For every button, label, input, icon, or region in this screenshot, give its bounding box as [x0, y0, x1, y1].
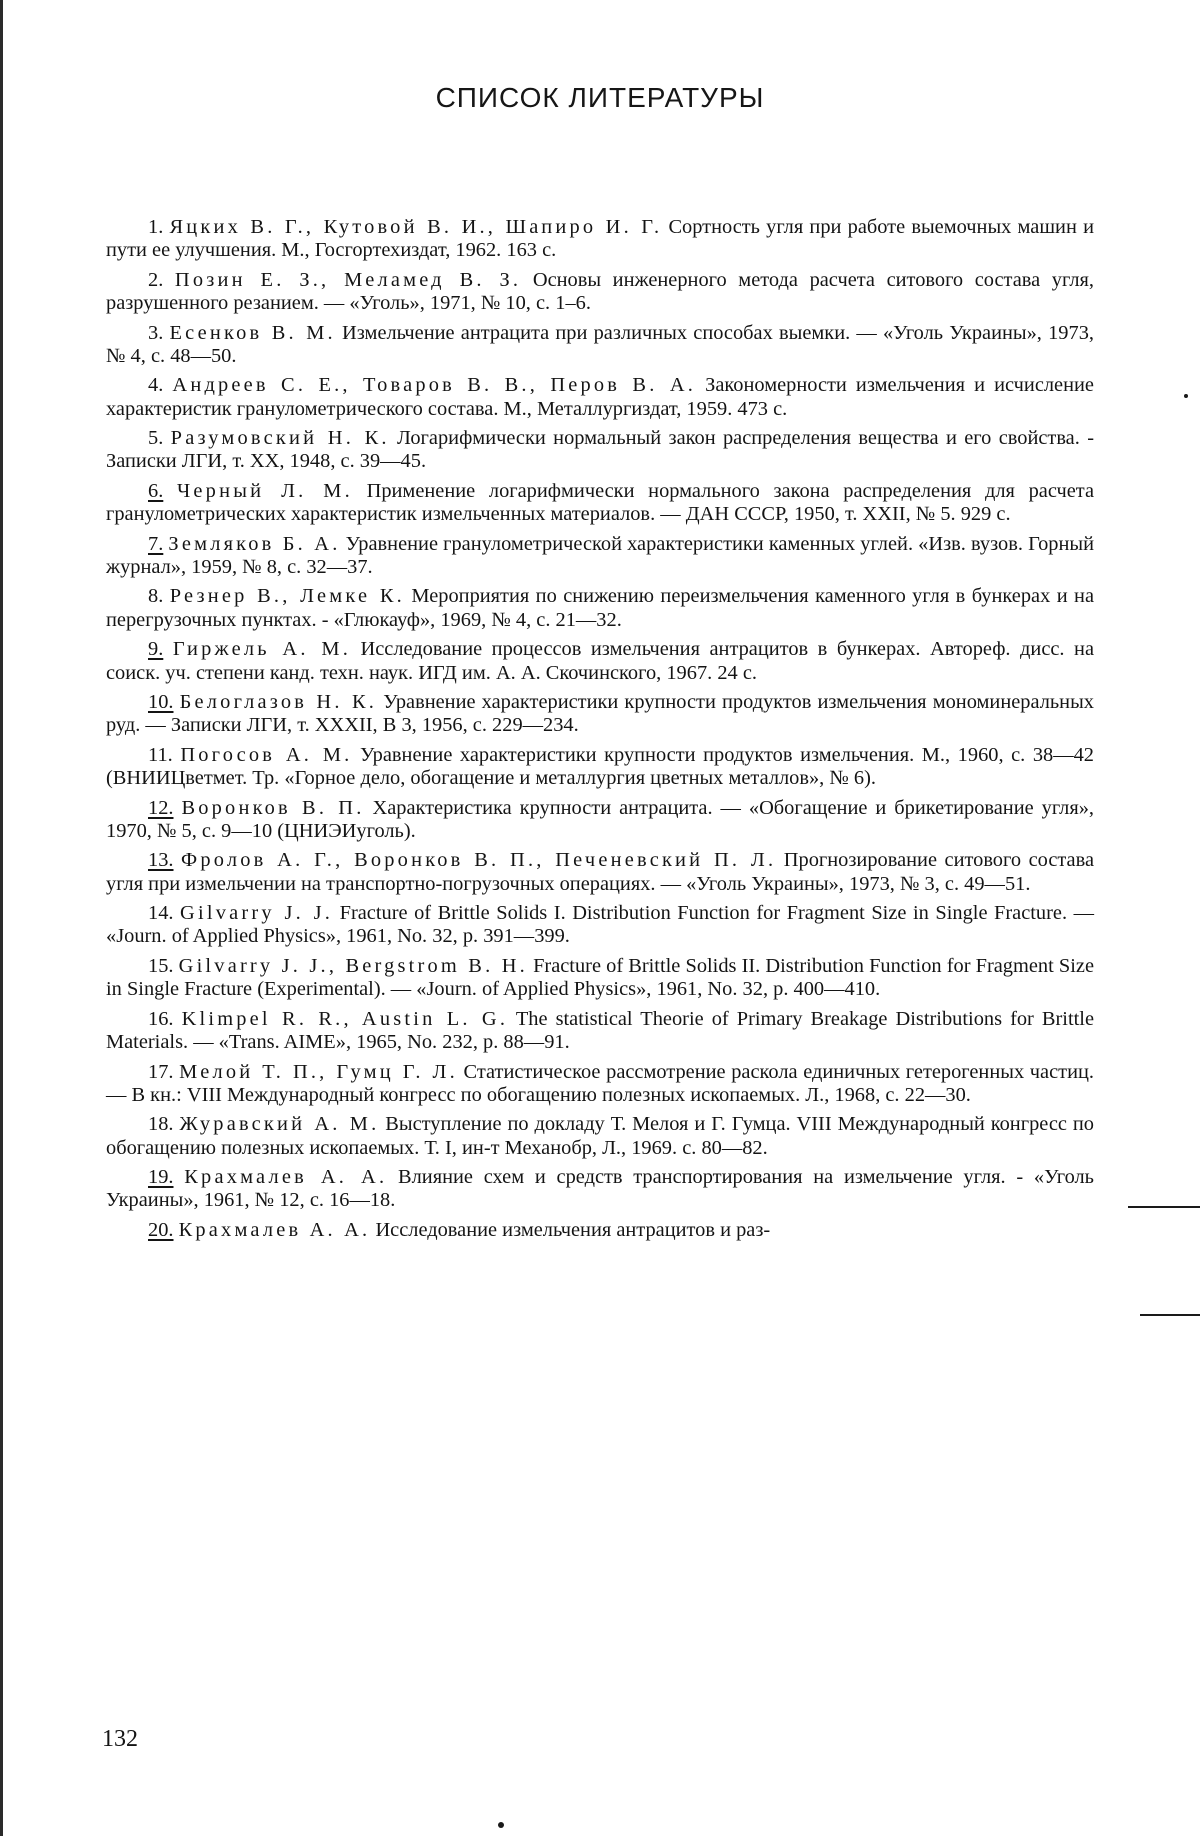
reference-number: 8.	[148, 585, 164, 608]
reference-author: Андреев С. Е., Товаров В. В., Перов В. А.	[172, 374, 697, 397]
reference-item	[106, 374, 1094, 421]
reference-item	[106, 585, 1094, 632]
reference-author: Журавский А. М.	[179, 1113, 380, 1136]
reference-item	[106, 638, 1094, 685]
reference-item	[106, 269, 1094, 316]
reference-text: Применение логарифмически нормального закона распределения для расчета гранулометрических характеристик измельченных материалов. — ДАН СССР, 1950, т. XXII, № 5. 929 с.	[106, 479, 1094, 526]
reference-text: Fracture of Brittle Solids I. Distribution Function for Fragment Size in Single Fracture. — «Journ. of Applied Physics», 1961, No. 32, p. 391—399.	[106, 902, 1094, 948]
reference-item	[106, 1166, 1094, 1213]
margin-mark	[1140, 1314, 1200, 1316]
reference-item	[106, 480, 1094, 527]
reference-number: 9.	[148, 638, 164, 661]
reference-author: Воронков В. П.	[181, 796, 365, 819]
reference-text: Сортность угля при работе выемочных машин и пути ее улучшения. М., Госгортехиздат, 1962. 163 с.	[106, 216, 1094, 262]
reference-author: Крахмалев А. А.	[184, 1166, 388, 1189]
reference-text: Мероприятия по снижению переизмельчения каменного угля в бункерах и на перегрузочных пунктах. - «Глюкауф», 1969, № 4, с. 21—32.	[106, 585, 1095, 631]
reference-number: 13.	[148, 849, 174, 872]
reference-item	[106, 427, 1094, 474]
reference-author: Земляков Б. А.	[168, 532, 341, 555]
reference-text: Влияние схем и средств транспортирования на измельчение угля. - «Уголь Украины», 1961, № 12, с. 16—18.	[106, 1166, 1094, 1212]
reference-number: 5.	[148, 427, 164, 450]
reference-text: Статистическое рассмотрение раскола единичных гетерогенных частиц. — В кн.: VIII Международный конгресс по обогащению полезных ископаемых. Л., 1968, с. 22—30.	[106, 1060, 1094, 1106]
reference-number: 16.	[148, 1007, 174, 1030]
reference-text: Выступление по докладу Т. Мелоя и Г. Гумца. VIII Международный конгресс по обогащению полезных ископаемых. Т. I, ин-т Механобр, Л., 1969. с. 80—82.	[106, 1113, 1094, 1159]
reference-author: Gilvarry J. J., Bergstrom B. H.	[178, 954, 528, 977]
reference-author: Резнер В., Лемке К.	[169, 585, 405, 608]
margin-dot	[498, 1822, 504, 1828]
reference-number: 4.	[148, 374, 164, 397]
reference-number: 18.	[148, 1113, 174, 1136]
reference-text: Исследование процессов измельчения антрацитов в бункерах. Автореф. дисс. на соиск. уч. степени канд. техн. наук. ИГД им. А. А. Скочинского, 1967. 24 с.	[106, 638, 1095, 684]
reference-text: Прогнозирование ситового состава угля при измельчении на транспортно-погрузочных операциях. — «Уголь Украины», 1973, № 3, с. 49—51.	[106, 849, 1094, 895]
reference-number: 20.	[148, 1218, 174, 1241]
reference-number: 7.	[148, 532, 164, 555]
reference-item	[106, 1113, 1094, 1160]
reference-item	[106, 216, 1094, 263]
reference-text: Fracture of Brittle Solids II. Distribution Function for Fragment Size in Single Fracture (Experimental). — «Journ. of Applied Physics», 1961, No. 32, p. 400—410.	[106, 954, 1094, 1001]
reference-number: 6.	[148, 479, 164, 502]
reference-author: Gilvarry J. J.	[180, 902, 334, 925]
margin-dot	[1184, 394, 1188, 398]
reference-item	[106, 533, 1094, 580]
reference-item	[106, 797, 1094, 844]
page-number: 132	[102, 1726, 138, 1752]
reference-author: Яцких В. Г., Кутовой В. И., Шапиро И. Г.	[169, 216, 663, 238]
reference-author: Черный Л. М.	[176, 479, 353, 502]
page-edge-line	[0, 0, 3, 1836]
page-title: СПИСОК ЛИТЕРАТУРЫ	[435, 82, 765, 113]
reference-author: Разумовский Н. К.	[170, 427, 390, 450]
reference-item	[106, 322, 1094, 369]
reference-text: Исследование измельчения антрацитов и раз-	[370, 1218, 771, 1241]
reference-item	[106, 849, 1094, 896]
reference-number: 15.	[148, 954, 174, 977]
reference-number: 12.	[148, 796, 174, 819]
reference-text: Уравнение гранулометрической характеристики каменных углей. «Изв. вузов. Горный журнал», 1959, № 8, с. 32—37.	[106, 532, 1094, 578]
reference-item	[106, 691, 1094, 738]
reference-number: 3.	[148, 321, 164, 344]
reference-number: 11.	[148, 743, 173, 766]
reference-item	[106, 744, 1094, 791]
reference-text: Уравнение характеристики крупности продуктов измельчения мономинеральных руд. — Записки ЛГИ, т. XXXII, В 3, 1956, с. 229—234.	[106, 691, 1094, 737]
reference-text: Основы инженерного метода расчета ситового состава угля, разрушенного резанием. — «Уголь», 1971, № 10, с. 1–6.	[106, 268, 1094, 315]
reference-author: Мелой Т. П., Гумц Г. Л.	[179, 1060, 458, 1083]
reference-author: Белоглазов Н. К.	[179, 691, 378, 714]
reference-text: Закономерности измельчения и исчисление характеристик гранулометрического состава. М., Металлургиздат, 1959. 473 с.	[106, 374, 1094, 420]
reference-number: 1.	[148, 216, 164, 238]
reference-author: Крахмалев А. А.	[178, 1218, 371, 1241]
reference-author: Гиржель А. М.	[172, 638, 351, 661]
reference-item	[106, 1219, 1094, 1242]
reference-item	[106, 955, 1094, 1002]
reference-number: 14.	[148, 902, 174, 925]
reference-text: Уравнение характеристики крупности продуктов измельчения. М., 1960, с. 38—42 (ВНИИЦветмет. Тр. «Горное дело, обогащение и металлургия цветных металлов», № 6).	[106, 743, 1095, 790]
reference-text: Характеристика крупности антрацита. — «Обогащение и брикетирование угля», 1970, № 5, с. 9—10 (ЦНИЭИуголь).	[106, 796, 1095, 842]
reference-item	[106, 902, 1094, 949]
reference-author: Погосов А. М.	[180, 743, 353, 766]
reference-number: 10.	[148, 691, 174, 714]
reference-author: Фролов А. Г., Воронков В. П., Печеневский П. Л.	[181, 849, 777, 872]
margin-mark	[1128, 1206, 1200, 1208]
reference-number: 17.	[148, 1060, 174, 1083]
reference-item	[106, 1008, 1094, 1055]
reference-author: Позин Е. З., Меламед В. З.	[174, 268, 522, 291]
reference-text: Измельчение антрацита при различных способах выемки. — «Уголь Украины», 1973, № 4, с. 48—50.	[106, 321, 1094, 367]
reference-author: Есенков В. М.	[169, 321, 336, 344]
reference-text: The statistical Theorie of Primary Breakage Distributions for Brittle Materials. — «Trans. AIME», 1965, No. 232, p. 88—91.	[106, 1007, 1094, 1054]
reference-list	[106, 216, 1094, 1248]
reference-number: 2.	[148, 268, 164, 291]
reference-author: Klimpel R. R., Austin L. G.	[181, 1007, 509, 1030]
reference-number: 19.	[148, 1166, 174, 1189]
reference-item	[106, 1061, 1094, 1108]
reference-text: Логарифмически нормальный закон распределения вещества и его свойства. - Записки ЛГИ, т. XX, 1948, с. 39—45.	[106, 427, 1094, 473]
